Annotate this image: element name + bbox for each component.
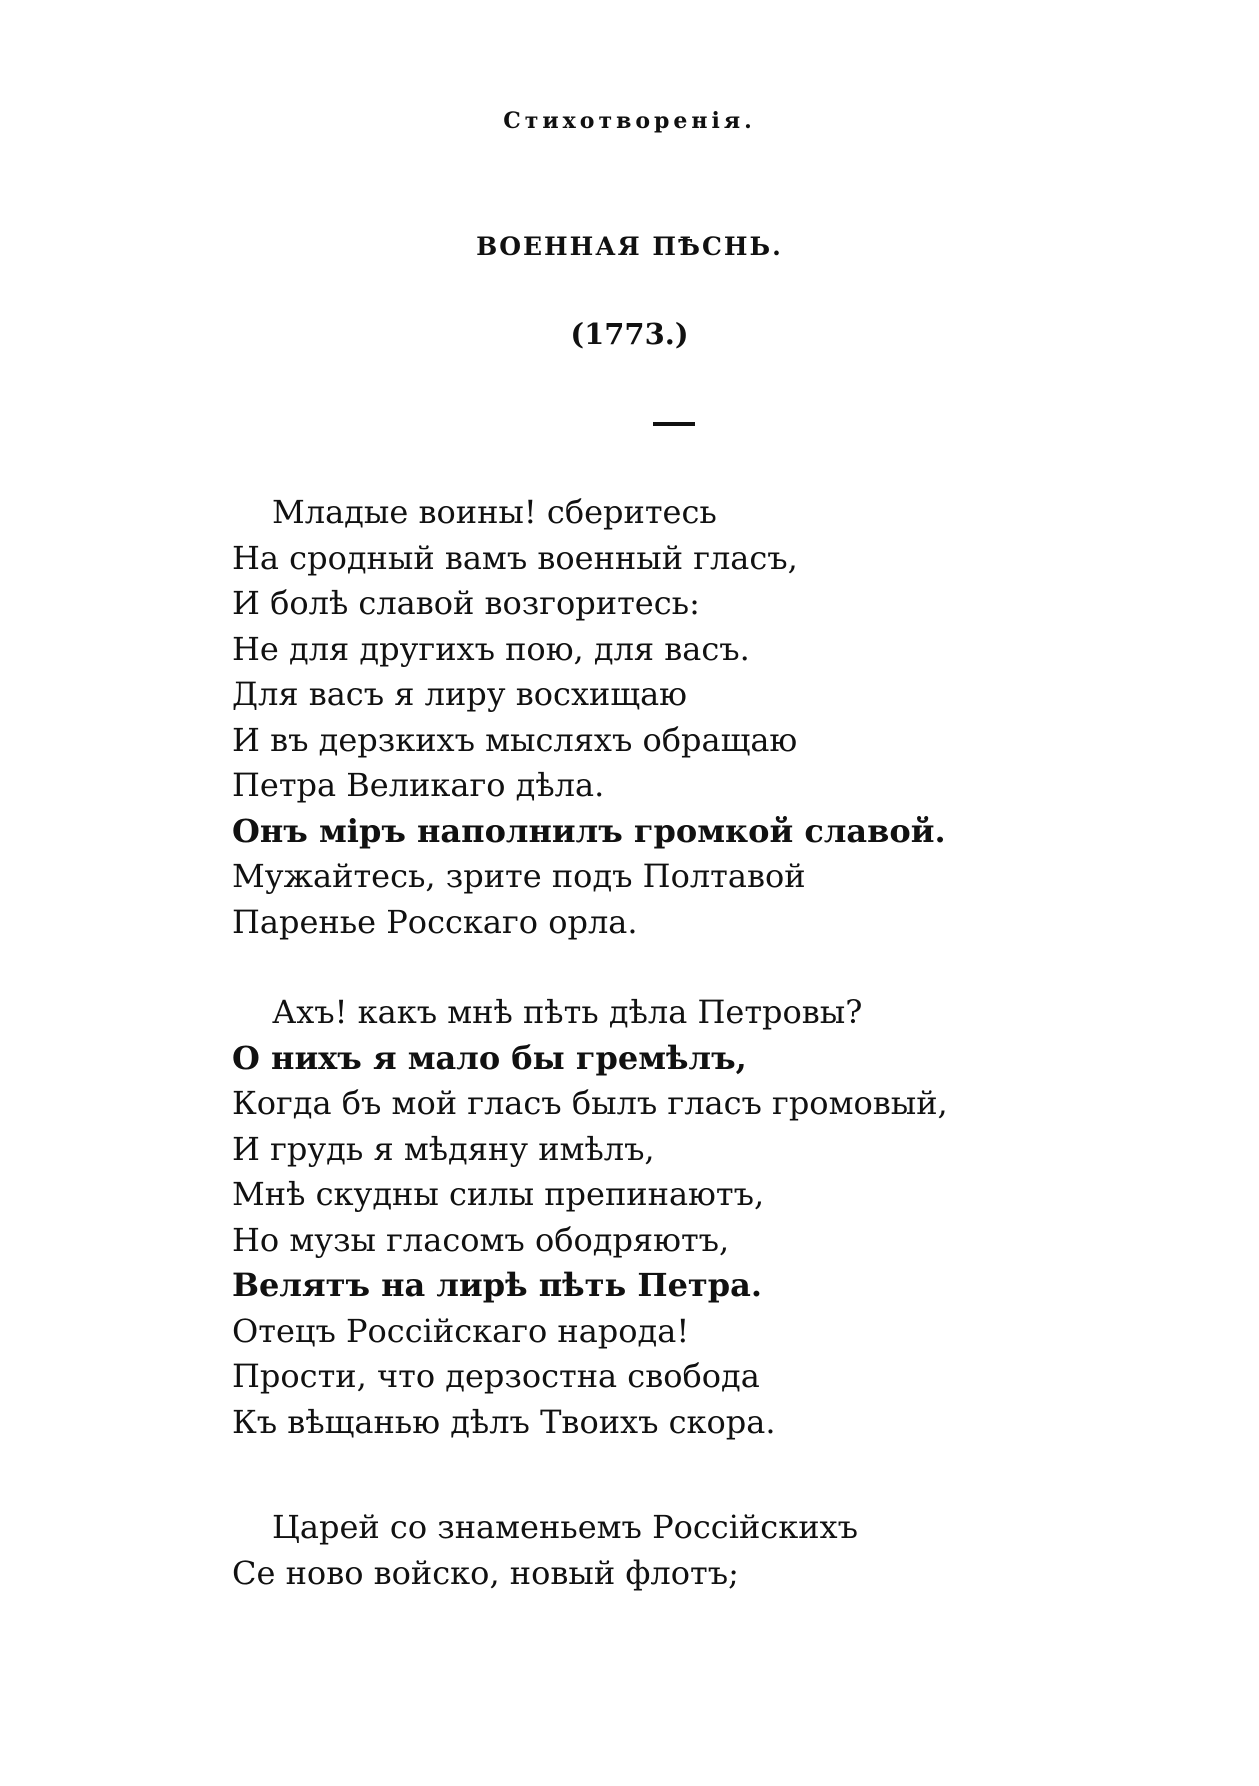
verse-line: И грудь я мѣдяну имѣлъ, (232, 1129, 655, 1168)
verse-line: Царей со знаменьемъ Россійскихъ (272, 1508, 858, 1546)
section-rule (653, 422, 695, 426)
verse-line: На сродный вамъ военный гласъ, (232, 538, 798, 577)
verse-line: Ахъ! какъ мнѣ пѣть дѣла Петровы? (272, 993, 863, 1031)
verse-line: Когда бъ мой гласъ былъ гласъ громовый, (232, 1084, 948, 1122)
stanza-3 (232, 1505, 1132, 1596)
verse-line: Отецъ Россійскаго народа! (232, 1311, 690, 1350)
verse-line: Мнѣ скудны силы препинаютъ, (232, 1175, 765, 1213)
verse-line: О нихъ я мало бы гремѣлъ, (232, 1038, 747, 1077)
verse-line: Се ново войско, новый флотъ; (232, 1553, 739, 1592)
verse-line: Къ вѣщанью дѣлъ Твоихъ скора. (232, 1402, 776, 1441)
verse-line: Велятъ на лирѣ пѣть Петра. (232, 1266, 762, 1304)
verse-line: Но музы гласомъ ободряютъ, (232, 1220, 730, 1259)
poem-title: ВОЕННАЯ ПѢСНЬ. (476, 232, 783, 261)
verse-line: И болѣ славой возгоритесь: (232, 584, 700, 622)
verse-line: Мужайтесь, зрите подъ Полтавой (232, 857, 806, 895)
verse-line: Прости, что дерзостна свобода (232, 1357, 760, 1395)
verse-line: Не для другихъ пою, для васъ. (232, 629, 750, 668)
verse-line: Петра Великаго дѣла. (232, 766, 605, 804)
verse-line: Младые воины! сберитесь (272, 493, 717, 531)
verse-line: Для васъ я лиру восхищаю (232, 675, 688, 713)
stanza-1 (232, 490, 1132, 945)
stanza-2 (232, 990, 1132, 1445)
verse-line: И въ дерзкихъ мысляхъ обращаю (232, 720, 798, 759)
verse-line: Онъ міръ наполнилъ громкой славой. (232, 811, 946, 850)
poem-year: (1773.) (570, 317, 689, 351)
running-head: Стихотворенія. (503, 108, 756, 134)
verse-line: Паренье Росскаго орла. (232, 902, 638, 941)
